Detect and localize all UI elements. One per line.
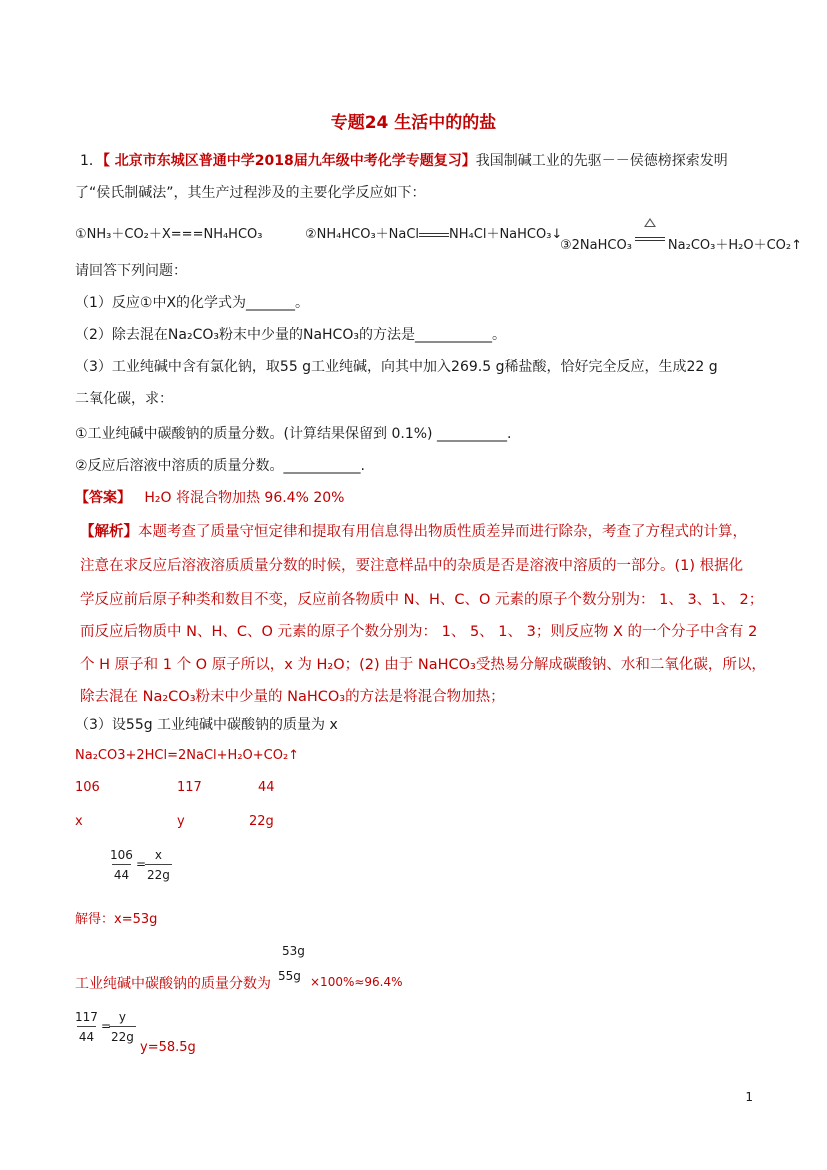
sub-question-3a: ①工业纯碱中碳酸钠的质量分数。(计算结果保留到 0.1%) __________. [75, 426, 512, 442]
question-source: 【 北京市东城区普通中学2018届九年级中考化学专题复习】 [102, 153, 476, 169]
page-title: 专题24 生活中的的盐 [330, 113, 497, 133]
equals-sign [419, 233, 449, 237]
variable-1: x [75, 814, 83, 829]
heat-condition [632, 216, 668, 246]
reaction-2: ②NH₄HCO₃＋NaCl NH₄Cl＋NaHCO₃↓ [305, 227, 563, 242]
percent-numerator: 53g [282, 944, 305, 958]
answer-values: H₂O 将混合物加热 96.4% 20% [144, 490, 345, 506]
ratio-equals-2: = [101, 1019, 112, 1033]
question-intro: 我国制碱工业的先驱－－侯德榜探索发明 [475, 153, 728, 169]
analysis-line-7: （3）设55g 工业纯碱中碳酸钠的质量为 x [75, 717, 338, 733]
percent-result: ×100%≈96.4% [310, 975, 403, 989]
variable-2: y [177, 814, 185, 829]
sub-question-2: （2）除去混在Na₂CO₃粉末中少量的NaHCO₃的方法是___________。 [75, 327, 506, 343]
analysis-line-2: 注意在求反应后溶液溶质质量分数的时候，要注意样品中的杂质是否是溶液中溶质的一部分。(1) 根据化 [80, 558, 744, 574]
molar-mass-2: 117 [177, 780, 202, 795]
prompt: 请回答下列问题： [75, 263, 187, 279]
analysis-line-1: 【解析】本题考查了质量守恒定律和提取有用信息得出物质性质差异而进行除杂，考查了方程式的计算， [80, 524, 747, 540]
percent-denominator: 55g [278, 969, 301, 983]
ratio-fraction-2: $\frac{117}{44}$ [75, 1010, 98, 1044]
page-number: 1 [745, 1090, 753, 1104]
question-number: 1． [80, 153, 103, 169]
answer-line [75, 487, 344, 507]
percent-label: 工业纯碱中碳酸钠的质量分数为 [75, 976, 271, 992]
analysis-line-4: 而反应后物质中 N、H、C、O 元素的原子个数分别为： 1、 5、 1、 3；则反应物 X 的一个分子中含有 2 [80, 624, 758, 640]
sub-question-1: （1）反应①中X的化学式为_______。 [75, 295, 310, 311]
ratio-fraction-2-right: $\frac{y}{22g}$ [111, 1010, 134, 1044]
analysis-line-6: 除去混在 Na₂CO₃粉末中少量的 NaHCO₃的方法是将混合物加热； [80, 689, 505, 705]
reaction-1: ①NH₃＋CO₂＋X===NH₄HCO₃ [75, 227, 263, 242]
ratio-fraction-1: $\frac{106}{44}$ [110, 848, 133, 882]
sub-question-3b: ②反应后溶液中溶质的质量分数。___________. [75, 458, 366, 474]
reaction-3: ③2NaHCO₃ Na₂CO₃＋H₂O＋CO₂↑ [560, 216, 802, 246]
ratio-fraction-1-right: $\frac{x}{22g}$ [147, 848, 170, 882]
question-1-header [80, 150, 728, 170]
heat-triangle-icon [644, 218, 656, 227]
analysis-line-3: 学反应前后原子种类和数目不变，反应前各物质中 N、H、C、O 元素的原子个数分别为： 1、 3、1、 2； [80, 592, 764, 608]
molar-mass-1: 106 [75, 780, 100, 795]
analysis-line-5: 个 H 原子和 1 个 O 原子所以，x 为 H₂O；(2) 由于 NaHCO₃受热易分解成碳酸钠、水和二氧化碳，所以， [80, 657, 766, 673]
analysis-label: 【解析】 [80, 524, 138, 540]
solve-y: y=58.5g [140, 1040, 196, 1055]
sub-question-3: （3）工业纯碱中含有氯化钠，取55 g工业纯碱，向其中加入269.5 g稀盐酸，恰好完全反应，生成22 g [75, 359, 718, 375]
question-intro-2: 了“侯氏制碱法”，其生产过程涉及的主要化学反应如下： [75, 185, 426, 201]
solve-x: 解得：x=53g [75, 912, 158, 927]
answer-label: 【答案】 [75, 490, 131, 506]
variable-3: 22g [249, 814, 274, 829]
calc-equation: Na₂CO3+2HCl=2NaCl+H₂O+CO₂↑ [75, 748, 300, 763]
sub-question-3-cont: 二氧化碳，求： [75, 391, 173, 407]
molar-mass-3: 44 [258, 780, 275, 795]
ratio-equals-1: = [136, 857, 147, 871]
